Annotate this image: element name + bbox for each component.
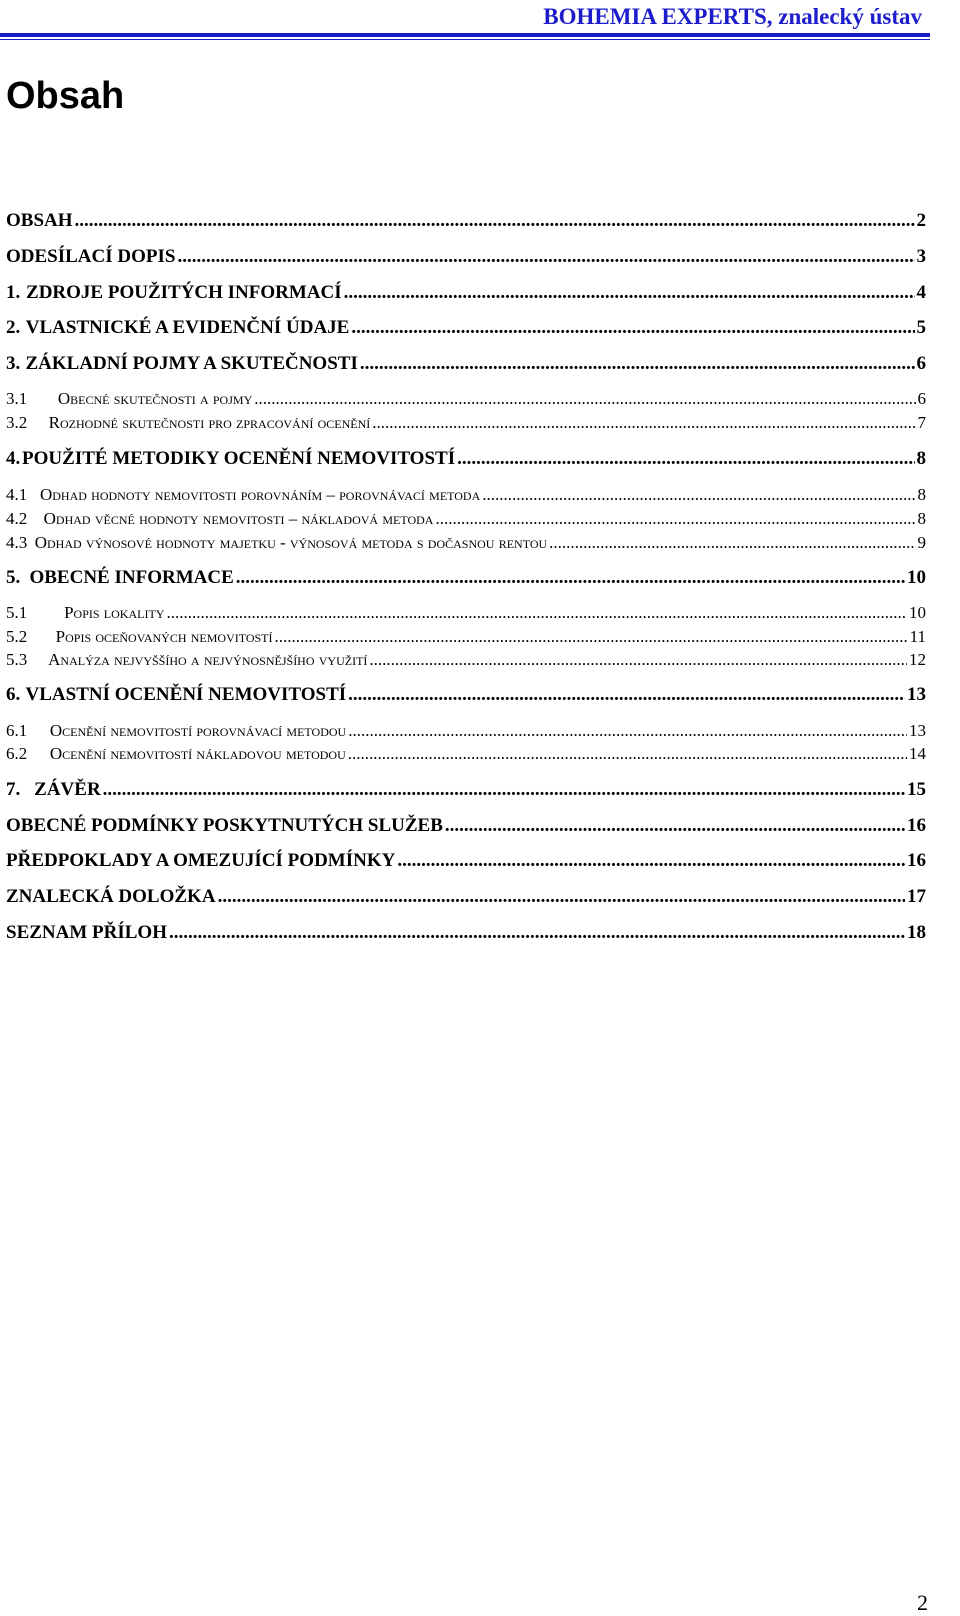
toc-leader-dots [348, 682, 905, 708]
toc-leader-dots [482, 482, 915, 508]
toc-leader-dots [372, 410, 915, 436]
toc-entry-number: 6.1 [6, 721, 28, 740]
toc-entry[interactable] [6, 280, 926, 306]
toc-entry-label: ODESÍLACÍ DOPIS [6, 246, 176, 267]
toc-entry[interactable] [6, 446, 926, 472]
toc-entry-page: 5 [916, 317, 926, 338]
toc-entry-label: VLASTNICKÉ A EVIDENČNÍ ÚDAJE [25, 317, 350, 338]
toc-entry-number: 3.1 [6, 389, 28, 408]
toc-entry-label: VLASTNÍ OCENĚNÍ NEMOVITOSTÍ [25, 684, 347, 705]
page-number: 2 [917, 1590, 928, 1615]
toc-leader-dots [435, 506, 915, 532]
toc-leader-dots [177, 244, 914, 270]
toc-entry-number: 1. [6, 282, 21, 303]
toc-leader-dots [254, 386, 915, 412]
toc-leader-dots [166, 600, 907, 626]
toc-entry-page: 17 [907, 886, 926, 907]
toc-entry-number: 6. [6, 684, 21, 705]
toc-entry[interactable] [6, 530, 926, 556]
toc-entry[interactable] [6, 482, 926, 508]
toc-entry-label: OBSAH [6, 210, 73, 231]
toc-entry[interactable] [6, 741, 926, 767]
toc-entry-number: 5. [6, 567, 21, 588]
toc-entry-number: 6.2 [6, 744, 28, 763]
toc-leader-dots [218, 884, 905, 910]
toc-entry-label: Popis oceňovaných nemovitostí [55, 627, 273, 646]
toc-entry-number: 4.2 [6, 509, 28, 528]
toc-entry-page: 3 [916, 246, 926, 267]
toc-entry-number: 5.3 [6, 650, 28, 669]
toc-leader-dots [75, 208, 915, 234]
toc-entry-page: 18 [907, 922, 926, 943]
toc-entry-page: 11 [909, 627, 926, 646]
toc-entry-number: 5.1 [6, 603, 28, 622]
toc-leader-dots [549, 530, 915, 556]
toc-entry[interactable] [6, 813, 926, 839]
toc-entry-page: 8 [917, 485, 926, 504]
toc-entry-label: Obecné skutečnosti a pojmy [57, 389, 253, 408]
toc-entry-page: 9 [917, 533, 926, 552]
toc-entry-label: PŘEDPOKLADY A OMEZUJÍCÍ PODMÍNKY [6, 850, 396, 871]
toc-entry-page: 8 [917, 509, 926, 528]
toc-entry[interactable] [6, 848, 926, 874]
toc-entry-label: Analýza nejvyššího a nejvýnosnějšího využití [48, 650, 368, 669]
toc-entry-page: 10 [907, 567, 926, 588]
toc-entry-page: 7 [917, 413, 926, 432]
toc-entry-page: 12 [909, 650, 926, 669]
toc-entry-label: Rozhodné skutečnosti pro zpracování ocenění [48, 413, 371, 432]
toc-entry-label: ZÁVĚR [34, 779, 101, 800]
toc-entry[interactable] [6, 884, 926, 910]
toc-entry-number: 4.3 [6, 533, 28, 552]
toc-entry[interactable] [6, 506, 926, 532]
toc-leader-dots [348, 741, 907, 767]
table-of-contents [6, 0, 926, 1616]
toc-leader-dots [457, 446, 914, 472]
toc-leader-dots [445, 813, 905, 839]
toc-leader-dots [103, 777, 905, 803]
toc-entry-page: 6 [917, 389, 926, 408]
toc-entry-label: Ocenění nemovitostí nákladovou metodou [49, 744, 346, 763]
toc-entry[interactable] [6, 647, 926, 673]
toc-leader-dots [369, 647, 907, 673]
toc-entry-number: 3. [6, 353, 21, 374]
toc-entry-page: 14 [909, 744, 926, 763]
toc-leader-dots [360, 351, 915, 377]
toc-entry-page: 6 [916, 353, 926, 374]
toc-entry-label: ZDROJE POUŽITÝCH INFORMACÍ [26, 282, 342, 303]
toc-entry[interactable] [6, 600, 926, 626]
toc-entry[interactable] [6, 682, 926, 708]
toc-entry-label: Popis lokality [64, 603, 165, 622]
toc-entry-label: POUŽITÉ METODIKY OCENĚNÍ NEMOVITOSTÍ [22, 448, 456, 469]
toc-entry-label: SEZNAM PŘÍLOH [6, 922, 167, 943]
toc-entry-label: ZÁKLADNÍ POJMY A SKUTEČNOSTI [25, 353, 358, 374]
toc-entry-number: 5.2 [6, 627, 28, 646]
toc-entry[interactable] [6, 920, 926, 946]
toc-entry-page: 10 [909, 603, 926, 622]
toc-entry-page: 16 [907, 850, 926, 871]
toc-leader-dots [169, 920, 905, 946]
toc-entry[interactable] [6, 565, 926, 591]
toc-leader-dots [397, 848, 905, 874]
toc-entry-label: OBECNÉ INFORMACE [29, 567, 234, 588]
toc-entry-page: 13 [909, 721, 926, 740]
toc-entry-number: 7. [6, 779, 21, 800]
toc-entry[interactable] [6, 315, 926, 341]
toc-leader-dots [344, 280, 915, 306]
toc-entry[interactable] [6, 244, 926, 270]
toc-entry[interactable] [6, 351, 926, 377]
toc-leader-dots [236, 565, 905, 591]
toc-entry-page: 13 [907, 684, 926, 705]
page-heading: Obsah [6, 75, 125, 117]
toc-entry[interactable] [6, 410, 926, 436]
toc-entry-number: 4. [6, 448, 21, 469]
toc-entry-label: Odhad věcné hodnoty nemovitosti – nákladová metoda [43, 509, 434, 528]
toc-entry-number: 2. [6, 317, 21, 338]
toc-entry-number: 4.1 [6, 485, 28, 504]
toc-entry-page: 4 [916, 282, 926, 303]
toc-entry[interactable] [6, 777, 926, 803]
toc-entry-label: Ocenění nemovitostí porovnávací metodou [49, 721, 347, 740]
toc-entry-page: 16 [907, 815, 926, 836]
toc-entry[interactable] [6, 208, 926, 234]
toc-entry[interactable] [6, 386, 926, 412]
toc-leader-dots [351, 315, 914, 341]
toc-entry-page: 2 [916, 210, 926, 231]
toc-entry-page: 15 [907, 779, 926, 800]
header-title: BOHEMIA EXPERTS, znalecký ústav [543, 4, 922, 29]
toc-entry-label: ZNALECKÁ DOLOŽKA [6, 886, 216, 907]
toc-entry-page: 8 [916, 448, 926, 469]
toc-entry-number: 3.2 [6, 413, 28, 432]
toc-entry-label: OBECNÉ PODMÍNKY POSKYTNUTÝCH SLUŽEB [6, 815, 443, 836]
toc-entry-label: Odhad výnosové hodnoty majetku - výnosová metoda s dočasnou rentou [34, 533, 548, 552]
toc-entry-label: Odhad hodnoty nemovitosti porovnáním – porovnávací metoda [39, 485, 481, 504]
